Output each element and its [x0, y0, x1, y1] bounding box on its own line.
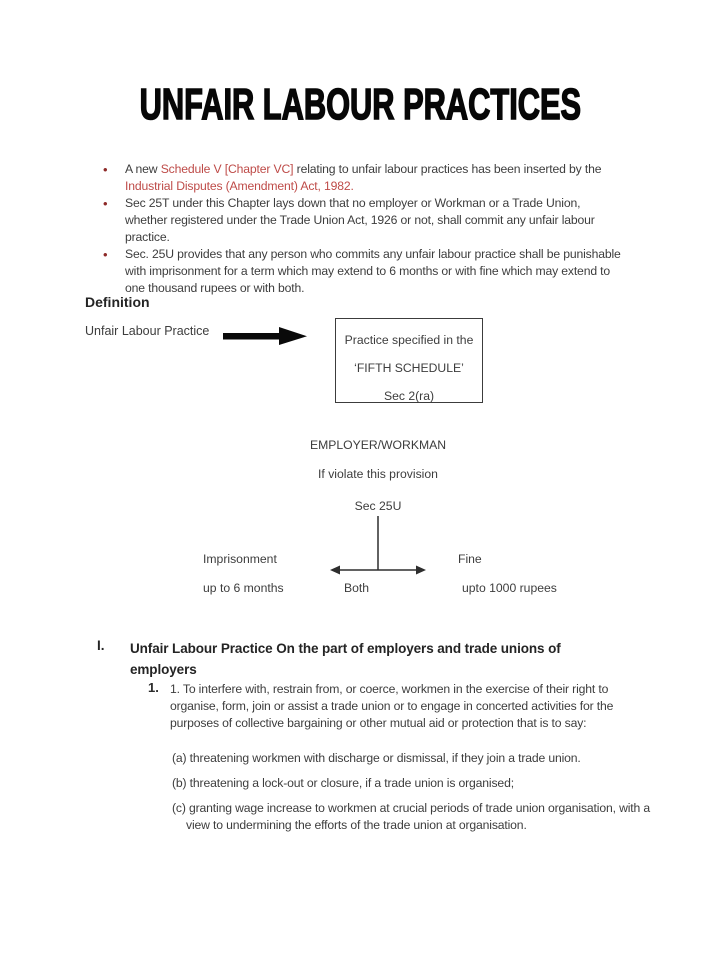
bullet1-red-act: Industrial Disputes (Amendment) Act, 1982.: [125, 179, 354, 193]
flow-1000rupees-label: upto 1000 rupees: [462, 581, 557, 595]
flow-imprisonment-label: Imprisonment: [203, 552, 277, 566]
right-arrow-icon: [223, 326, 309, 346]
flow-employer-workman-label: EMPLOYER/WORKMAN: [309, 438, 447, 452]
item1-number: 1.: [148, 680, 159, 695]
right-arrowhead-icon: [416, 566, 426, 575]
list-item: (c) granting wage increase to workmen at crucial periods of trade union organisation, with a view to undermining the efforts of the trade union at organisation.: [172, 801, 651, 832]
title-bar: [0, 80, 720, 130]
page-title: UNFAIR LABOUR PRACTICES: [139, 80, 581, 129]
bullet1-red-ref: Schedule V [Chapter VC]: [160, 162, 294, 176]
intro-bullet-list: [103, 161, 625, 297]
definition-heading: Definition: [85, 294, 150, 310]
list-item: [103, 195, 625, 246]
list-item: [103, 161, 625, 195]
definition-box-line3: Sec 2(ra): [383, 389, 435, 403]
item1-text: 1. To interfere with, restrain from, or coerce, workmen in the exercise of their right to organise, form, join or assist a trade union or to engage in concerted activities for the purposes of collective bargaining or other mutual aid or protection that is to say:: [170, 682, 614, 730]
left-arrowhead-icon: [330, 566, 340, 575]
section-numeral: I.: [97, 638, 105, 653]
bullet1-part3: relating to unfair labour practices has been inserted by the: [293, 162, 602, 176]
bullet-text: Sec. 25U provides that any person who commits any unfair labour practice shall be punishable with imprisonment for a term which may extend to 6 months or with fine which may extend to one thousand rupees or with both.: [125, 247, 621, 295]
section-heading: Unfair Labour Practice On the part of employers and trade unions of employers: [130, 641, 561, 677]
bullet-text: [125, 161, 625, 195]
definition-box-line2: ‘FIFTH SCHEDULE’: [354, 361, 464, 375]
flow-sec25u-label: Sec 25U: [354, 499, 402, 513]
list-item: (a) threatening workmen with discharge or dismissal, if they join a trade union.: [172, 751, 581, 765]
definition-term-label: Unfair Labour Practice: [85, 324, 210, 338]
flow-fine-label: Fine: [458, 552, 482, 566]
definition-box: [335, 318, 483, 403]
flow-branch-connector: [330, 512, 426, 578]
bullet1-part1: A new: [125, 162, 161, 176]
subitem-list: [172, 750, 664, 842]
flow-both-label: Both: [344, 581, 370, 595]
bullet-icon: •: [103, 196, 108, 211]
list-item: (b) threatening a lock-out or closure, if a trade union is organised;: [172, 776, 514, 790]
list-item: [103, 246, 625, 297]
flow-6months-label: up to 6 months: [203, 581, 284, 595]
bullet-icon: •: [103, 162, 108, 177]
definition-box-line1: Practice specified in the: [344, 333, 474, 347]
flow-violate-label: If violate this provision: [318, 467, 438, 481]
bullet-icon: •: [103, 247, 108, 262]
bullet-text: Sec 25T under this Chapter lays down that no employer or Workman or a Trade Union, whether registered under the Trade Union Act, 1926 or not, shall commit any unfair labour practice.: [125, 196, 595, 244]
